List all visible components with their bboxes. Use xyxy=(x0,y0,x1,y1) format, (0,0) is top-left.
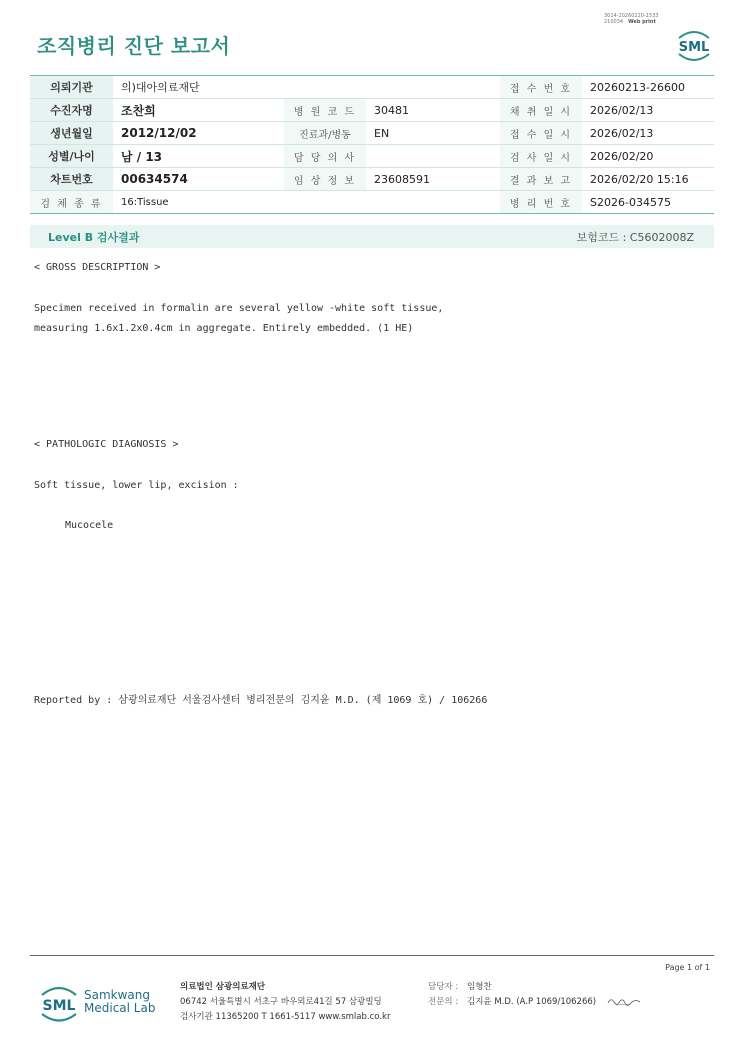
diagnosis-result: Mucocele xyxy=(65,520,114,531)
corp-name: 의료법인 삼광의료재단 xyxy=(180,982,266,992)
birth-value: 2012/12/02 xyxy=(113,122,284,145)
patient-value: 조찬희 xyxy=(113,99,284,122)
gross-heading: < GROSS DESCRIPTION > xyxy=(34,262,161,273)
dept-value: EN xyxy=(366,122,500,145)
collect-date-value: 2026/02/13 xyxy=(582,99,714,122)
info-row xyxy=(30,76,714,99)
manager-value: 임형찬 xyxy=(467,982,492,992)
sml-logo xyxy=(674,26,714,64)
dept-label: 진료과/병동 xyxy=(284,122,366,145)
hospital-code-label: 병 원 코 드 xyxy=(284,99,366,122)
clinical-value: 23608591 xyxy=(366,168,500,191)
specimen-label: 검 체 종 류 xyxy=(30,191,113,214)
clinical-label: 임 상 정 보 xyxy=(284,168,366,191)
print-meta-line2: 210034 xyxy=(604,19,624,25)
info-row xyxy=(30,191,714,214)
report-date-value: 2026/02/20 15:16 xyxy=(582,168,714,191)
receipt-date-label: 접 수 일 시 xyxy=(500,122,582,145)
client-value: 의)대아의료재단 xyxy=(113,76,500,99)
chart-value: 00634574 xyxy=(113,168,284,191)
doctor-label: 담 당 의 사 xyxy=(284,145,366,168)
specialist-value: 김지윤 M.D. (A.P 1069/106266) xyxy=(467,997,597,1007)
diagnosis-heading: < PATHOLOGIC DIAGNOSIS > xyxy=(34,439,179,450)
diagnosis-site: Soft tissue, lower lip, excision : xyxy=(34,480,239,491)
contact: 검사기관 11365200 T 1661-5117 www.smlab.co.kr xyxy=(180,1012,391,1022)
footer-staff-block xyxy=(428,980,596,1010)
brand-line1: Samkwang xyxy=(84,988,150,1002)
print-meta-line1: 3014-20260220-1533 xyxy=(604,13,659,19)
receipt-no-label: 접 수 번 호 xyxy=(500,76,582,99)
result-level-bar xyxy=(30,225,714,248)
test-date-label: 검 사 일 시 xyxy=(500,145,582,168)
print-meta xyxy=(604,13,659,25)
test-date-value: 2026/02/20 xyxy=(582,145,714,168)
address: 06742 서울특별시 서초구 바우뫼로41길 57 삼광빌딩 xyxy=(180,997,382,1007)
manager-label: 담당자 : xyxy=(428,982,459,992)
reported-by: Reported by : 삼광의료재단 서울검사센터 병리전문의 김지윤 M.D. (제 1069 호) / 106266 xyxy=(34,695,488,706)
sml-footer-logo-text: SML xyxy=(42,998,76,1014)
receipt-date-value: 2026/02/13 xyxy=(582,122,714,145)
footer-address-block xyxy=(180,980,390,1025)
client-label: 의뢰기관 xyxy=(30,76,113,99)
sex-age-label: 성별/나이 xyxy=(30,145,113,168)
gross-line: Specimen received in formalin are several yellow -white soft tissue, xyxy=(34,303,444,314)
specialist-label: 전문의 : xyxy=(428,997,459,1007)
birth-label: 생년월일 xyxy=(30,122,113,145)
info-row xyxy=(30,145,714,168)
result-level-label: Level B 검사결과 xyxy=(48,230,140,244)
patient-label: 수진자명 xyxy=(30,99,113,122)
sml-footer-logo xyxy=(37,981,81,1025)
collect-date-label: 채 취 일 시 xyxy=(500,99,582,122)
page-number: Page 1 of 1 xyxy=(665,963,710,972)
path-no-label: 병 리 번 호 xyxy=(500,191,582,214)
chart-label: 차트번호 xyxy=(30,168,113,191)
info-row xyxy=(30,168,714,191)
specimen-value: 16:Tissue xyxy=(113,191,500,214)
info-row xyxy=(30,99,714,122)
receipt-no-value: 20260213-26600 xyxy=(582,76,714,99)
sex-age-value: 남 / 13 xyxy=(113,145,284,168)
gross-line: measuring 1.6x1.2x0.4cm in aggregate. Entirely embedded. (1 HE) xyxy=(34,323,414,334)
path-no-value: S2026-034575 xyxy=(582,191,714,214)
footer-brand xyxy=(84,989,155,1015)
sml-logo-text: SML xyxy=(678,40,710,55)
web-print-label: Web print xyxy=(628,19,656,25)
report-date-label: 결 과 보 고 xyxy=(500,168,582,191)
brand-line2: Medical Lab xyxy=(84,1001,156,1015)
info-row xyxy=(30,122,714,145)
footer-divider xyxy=(30,955,714,956)
insurance-code: 보험코드 : C5602008Z xyxy=(576,230,694,244)
patient-info-table xyxy=(30,75,714,214)
doctor-value xyxy=(366,145,500,168)
hospital-code-value: 30481 xyxy=(366,99,500,122)
signature-image xyxy=(606,994,642,1008)
report-title: 조직병리 진단 보고서 xyxy=(37,34,231,58)
